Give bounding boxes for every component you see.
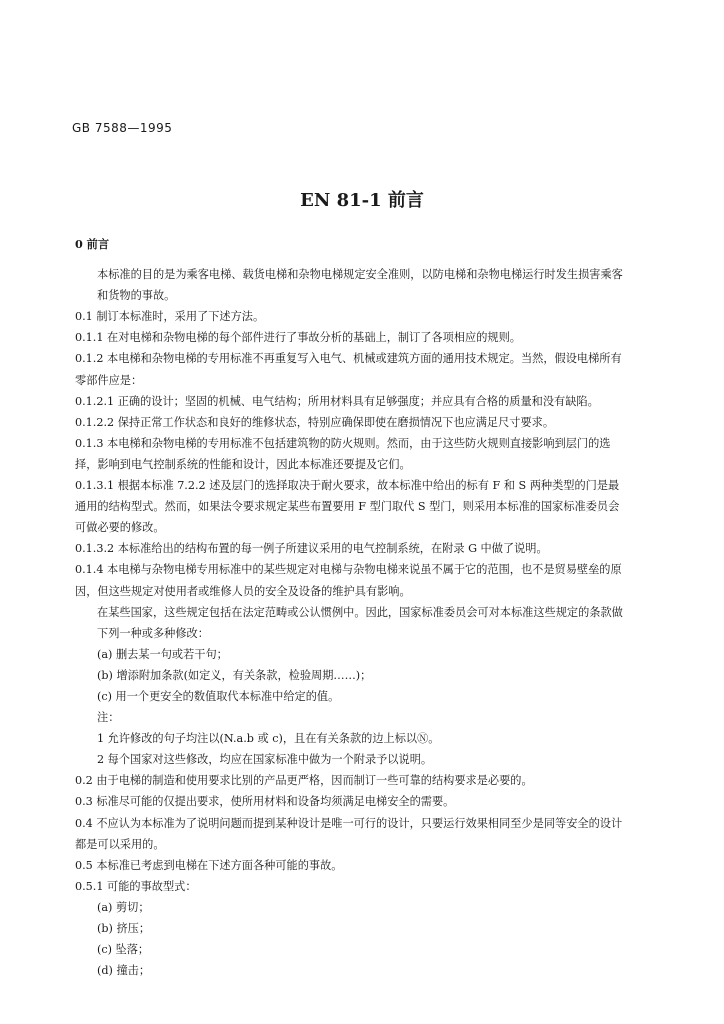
note-item: 1 允许修改的句子均注以(N.a.b 或 c)，且在有关条款的边上标以Ⓝ。 [97, 732, 440, 746]
section-heading: 0 前言 [75, 237, 110, 251]
page-title: EN 81-1 前言 [300, 190, 424, 211]
note-item: 2 每个国家对这些修改，均应在国家标准中做为一个附录予以说明。 [97, 753, 433, 767]
list-item: (c) 坠落； [97, 943, 150, 957]
note-label: 注： [97, 711, 120, 725]
clause-0-1: 0.1 制订本标准时，采用了下述方法。 [75, 310, 265, 324]
clause-0-1-3: 0.1.3 本电梯和杂物电梯的专用标准不包括建筑物的防火规则。然而，由于这些防火规则直接影响到层门的选择，影响到电气控制系统的性能和设计，因此本标准还要提及它们。 [75, 436, 611, 471]
clause-0-5-1: 0.5.1 可能的事故型式： [75, 879, 197, 893]
document-body [75, 234, 623, 981]
clause-0-1-2: 0.1.2 本电梯和杂物电梯的专用标准不再重复写入电气、机械或建筑方面的通用技术规定。当然，假设电梯所有零部件应是： [75, 352, 622, 387]
clause-0-1-4: 0.1.4 本电梯与杂物电梯专用标准中的某些规定对电梯与杂物电梯来说虽不属于它的范围，也不是贸易壁垒的原因，但这些规定对使用者或维修人员的安全及设备的维护具有影响。 [75, 563, 622, 598]
list-item: (d) 撞击； [97, 964, 151, 978]
standard-number: GB 7588—1995 [72, 121, 173, 135]
list-item: (c) 用一个更安全的数值取代本标准中给定的值。 [97, 689, 340, 703]
clause-0-1-2-1: 0.1.2.1 正确的设计；坚固的机械、电气结构；所用材料具有足够强度；并应具有合格的质量和没有缺陷。 [75, 394, 599, 408]
list-item: (b) 增添附加条款(如定义，有关条款，检验周期……)； [97, 668, 372, 682]
paragraph-intro: 本标准的目的是为乘客电梯、载货电梯和杂物电梯规定安全准则，以防电梯和杂物电梯运行时发生损害乘客和货物的事故。 [97, 268, 623, 303]
clause-0-2: 0.2 由于电梯的制造和使用要求比别的产品更严格，因而制订一些可靠的结构要求是必要的。 [75, 774, 533, 788]
clause-0-5: 0.5 本标准已考虑到电梯在下述方面各种可能的事故。 [75, 858, 343, 872]
list-item: (b) 挤压； [97, 922, 151, 935]
paragraph-countries: 在某些国家，这些规定包括在法定范畴或公认惯例中。因此，国家标准委员会可对本标准这些规定的条款做下列一种或多种修改： [97, 605, 623, 640]
list-item: (a) 删去某一句或若干句； [97, 647, 228, 661]
clause-0-4: 0.4 不应认为本标准为了说明问题而提到某种设计是唯一可行的设计，只要运行效果相同至少是同等安全的设计都是可以采用的。 [75, 816, 623, 851]
list-item: (a) 剪切； [97, 900, 150, 914]
clause-0-1-3-1: 0.1.3.1 根据本标准 7.2.2 述及层门的选择取决于耐火要求，故本标准中给出的标有 F 和 S 两种类型的门是最通用的结构型式。然而，如果法令要求规定某些布置要用 F 型门取代 S 型门，则采用本标准的国家标准委员会可做必要的修改。 [75, 479, 620, 535]
clause-0-1-1: 0.1.1 在对电梯和杂物电梯的每个部件进行了事故分析的基础上，制订了各项相应的规则。 [75, 331, 521, 345]
clause-0-1-2-2: 0.1.2.2 保持正常工作状态和良好的维修状态，特别应确保即使在磨损情况下也应满足尺寸要求。 [75, 415, 555, 429]
clause-0-3: 0.3 标准尽可能的仅提出要求，使所用材料和设备均须满足电梯安全的需要。 [75, 795, 455, 809]
clause-0-1-3-2: 0.1.3.2 本标准给出的结构布置的每一例子所建议采用的电气控制系统，在附录 G 中做了说明。 [75, 542, 548, 556]
